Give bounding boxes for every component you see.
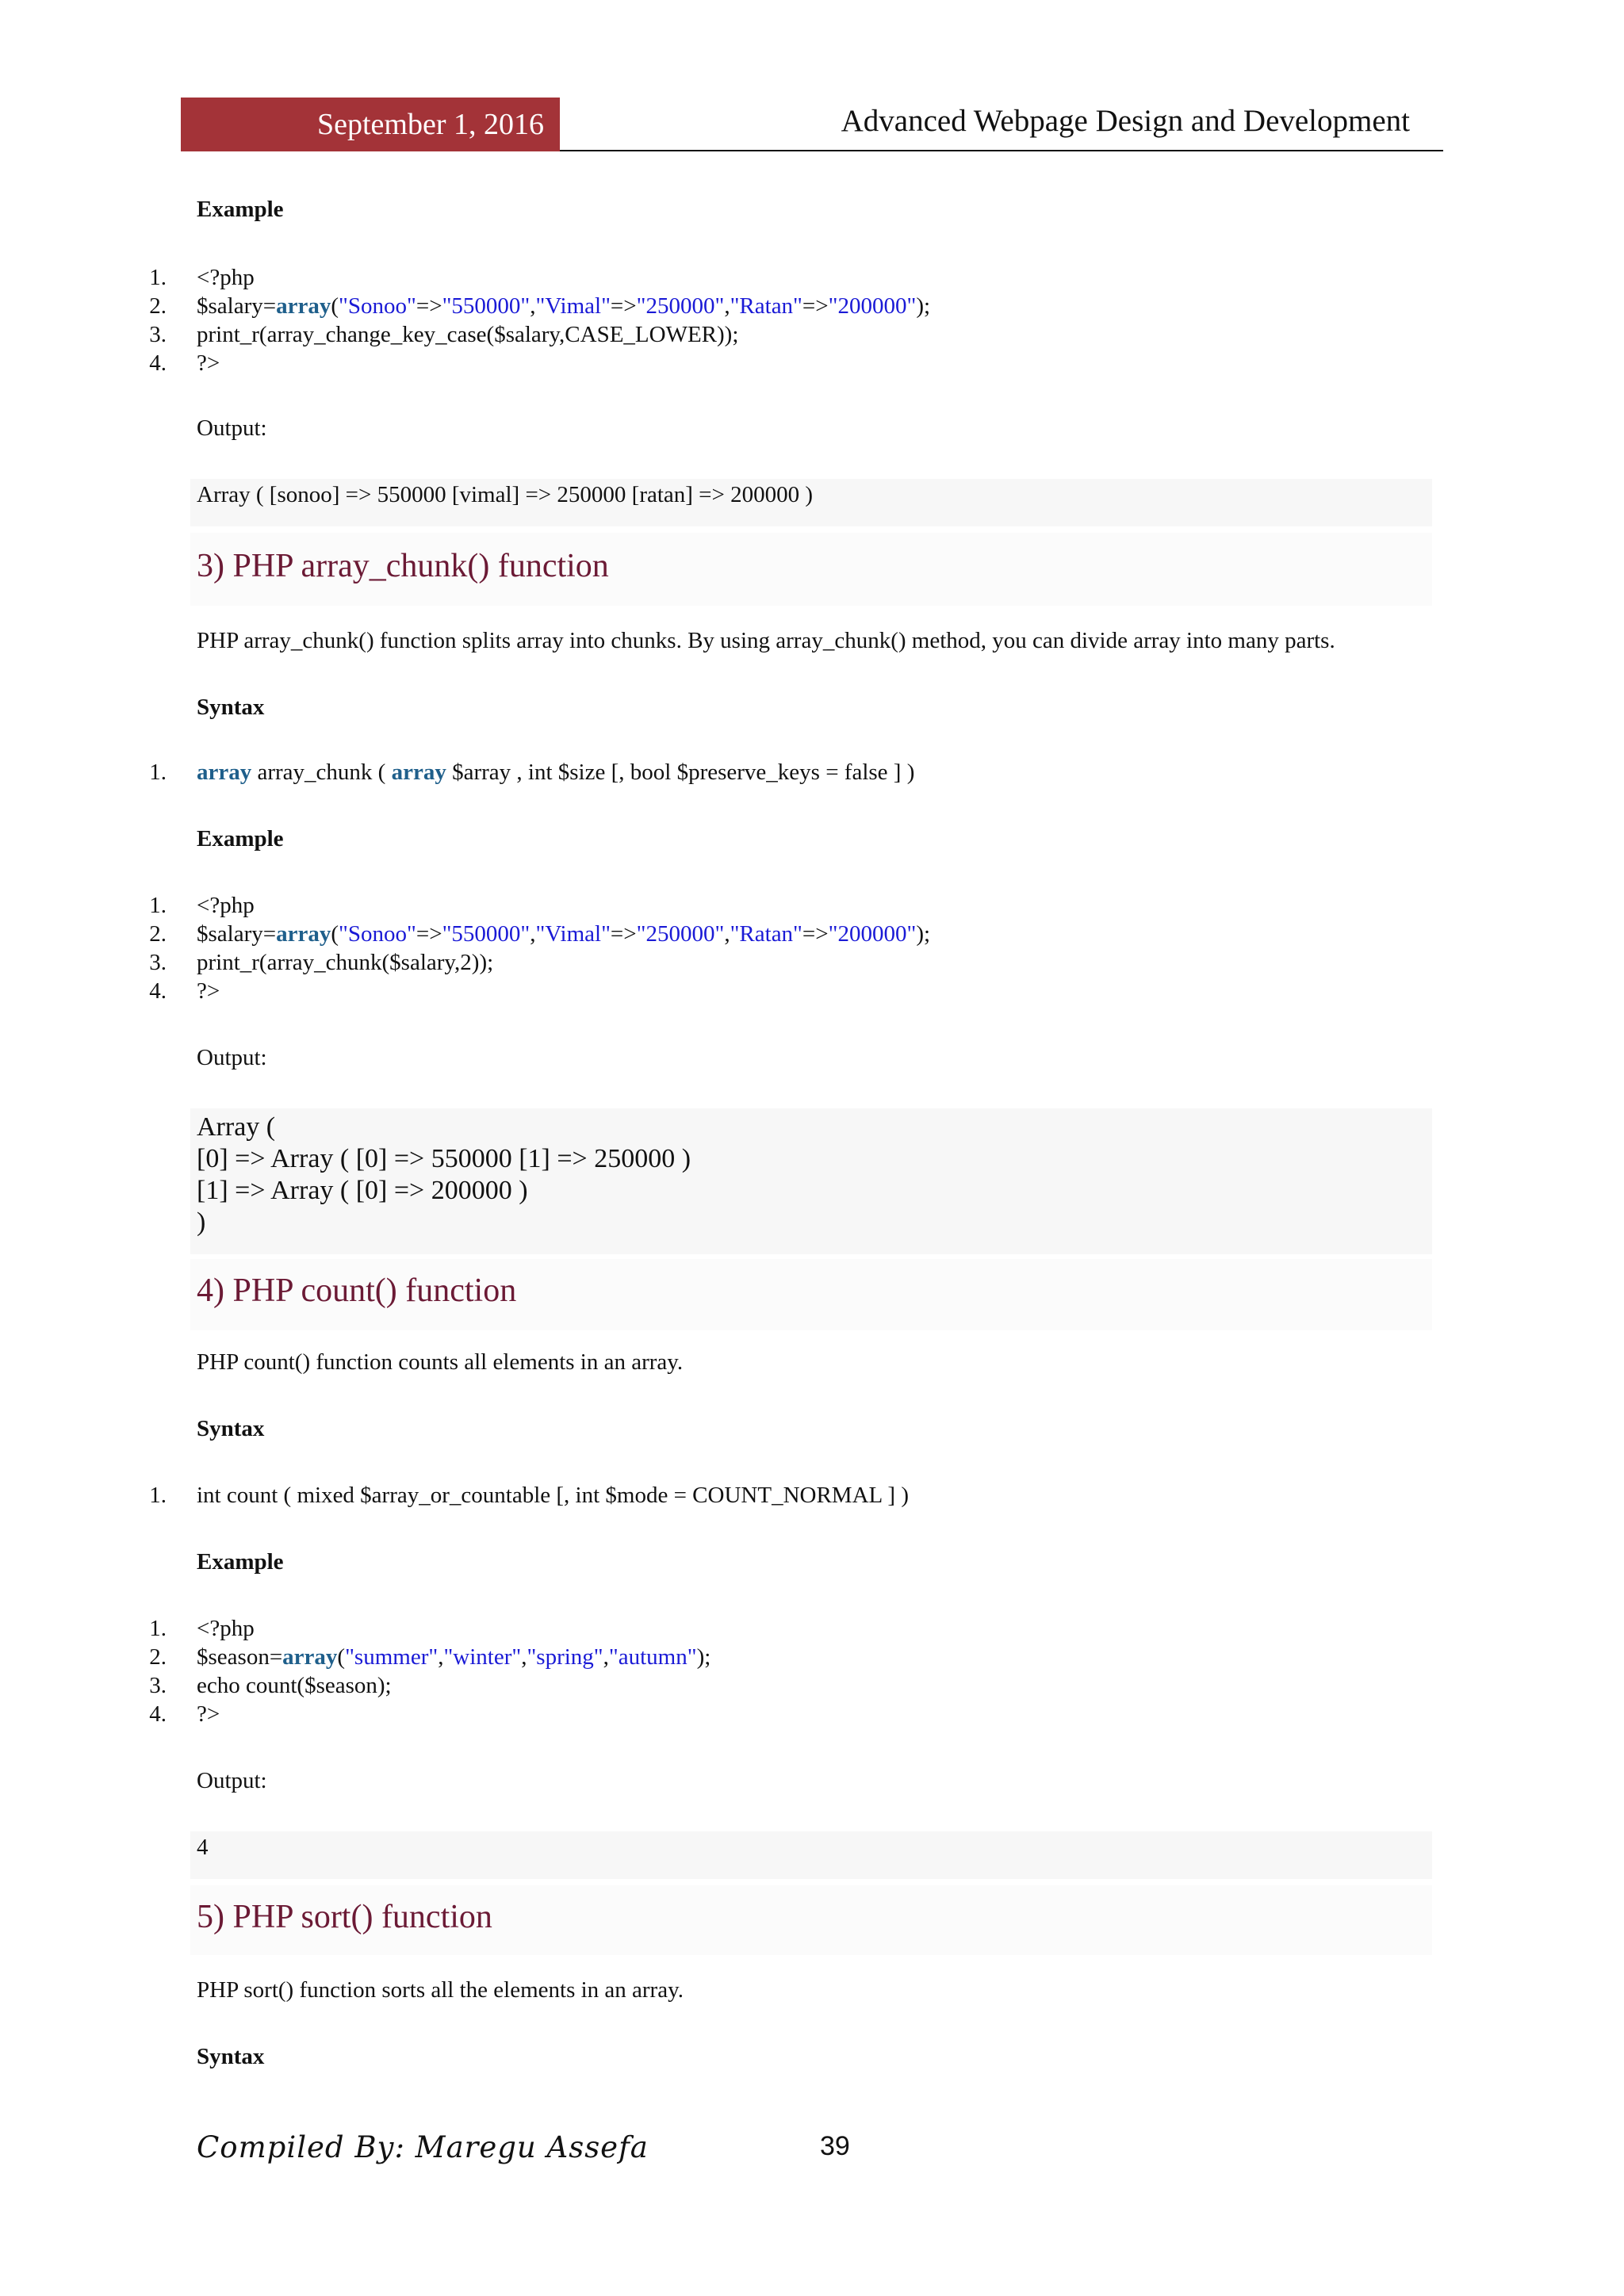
code-token: ( <box>331 293 339 319</box>
line-number: 1. <box>149 1483 167 1508</box>
page-number: 39 <box>820 2131 850 2161</box>
code-token: => <box>802 921 829 947</box>
code-line <box>0 977 1507 1005</box>
line-number: 3. <box>149 950 167 975</box>
line-number: 1. <box>149 760 167 785</box>
line-number: 2. <box>149 293 167 319</box>
code-string: "Ratan" <box>730 921 802 947</box>
code-line <box>0 948 1507 977</box>
output-text: 4 <box>197 1835 209 1860</box>
code-text <box>197 920 930 948</box>
code-string: "200000" <box>828 921 917 947</box>
output-box <box>190 1831 1432 1879</box>
output-label: Output: <box>197 1768 267 1793</box>
code-text <box>197 1700 220 1728</box>
code-token: print_r(array_change_key_case($salary,CASE_LOWER)); <box>197 322 739 347</box>
section-description: PHP sort() function sorts all the elements in an array. <box>197 1977 684 2003</box>
code-token: , <box>530 921 536 947</box>
output-line: [0] => Array ( [0] => 550000 [1] => 250000 ) <box>197 1144 691 1173</box>
code-token: <?php <box>197 265 255 290</box>
code-listing <box>0 1614 1507 1728</box>
code-string: "Sonoo" <box>339 293 416 319</box>
example-label: Example <box>197 1549 284 1575</box>
code-text <box>197 1643 710 1671</box>
line-number: 2. <box>149 921 167 947</box>
code-token: => <box>416 293 442 319</box>
code-text <box>197 349 220 377</box>
code-token: , <box>530 293 536 319</box>
code-keyword: array <box>197 760 252 785</box>
code-token: <?php <box>197 1616 255 1641</box>
code-token: ( <box>337 1644 346 1670</box>
code-text <box>197 1671 392 1700</box>
output-label: Output: <box>197 1045 267 1070</box>
code-listing <box>0 891 1507 1005</box>
code-text <box>197 1614 255 1643</box>
line-number: 4. <box>149 350 167 376</box>
code-text <box>197 758 914 786</box>
syntax-listing <box>0 1481 1507 1510</box>
code-string: "550000" <box>442 921 530 947</box>
code-token: echo count($season); <box>197 1673 392 1698</box>
code-line <box>0 263 1507 292</box>
code-text <box>197 292 930 320</box>
code-string: "winter" <box>443 1644 522 1670</box>
code-token: ); <box>696 1644 711 1670</box>
section-heading-array-chunk: 3) PHP array_chunk() function <box>197 548 609 584</box>
code-token: , <box>438 1644 444 1670</box>
header-title: Advanced Webpage Design and Development <box>841 104 1410 138</box>
header-date-text: September 1, 2016 <box>316 108 544 141</box>
code-token: ?> <box>197 978 220 1004</box>
line-number: 4. <box>149 978 167 1004</box>
output-box <box>190 1108 1432 1254</box>
section-description: PHP array_chunk() function splits array into chunks. By using array_chunk() method, you can divide array into many parts. <box>197 628 1335 653</box>
code-string: "250000" <box>636 293 725 319</box>
code-line <box>0 758 1507 786</box>
code-token: $array , int $size [, bool $preserve_keys = false ] ) <box>446 760 915 785</box>
output-line: Array ( <box>197 1112 276 1142</box>
output-text: Array ( [sonoo] => 550000 [vimal] => 250000 [ratan] => 200000 ) <box>197 482 814 507</box>
code-token: ); <box>916 921 931 947</box>
code-string: "autumn" <box>608 1644 697 1670</box>
code-token: ( <box>331 921 339 947</box>
code-line <box>0 920 1507 948</box>
code-text <box>197 1481 909 1510</box>
code-keyword: array <box>282 1644 338 1670</box>
code-keyword: array <box>276 293 331 319</box>
code-token: => <box>802 293 829 319</box>
code-string: "Vimal" <box>535 293 611 319</box>
code-keyword: array <box>391 760 446 785</box>
line-number: 4. <box>149 1701 167 1727</box>
output-line: ) <box>197 1207 206 1237</box>
code-line <box>0 349 1507 377</box>
code-line <box>0 292 1507 320</box>
header-date <box>181 98 560 151</box>
output-line: [1] => Array ( [0] => 200000 ) <box>197 1176 528 1205</box>
code-string: "200000" <box>828 293 917 319</box>
code-string: "550000" <box>442 293 530 319</box>
line-number: 1. <box>149 893 167 918</box>
line-number: 3. <box>149 322 167 347</box>
footer-author: Compiled By: Maregu Assefa <box>197 2130 649 2164</box>
code-token: , <box>724 293 730 319</box>
code-token: $salary= <box>197 293 277 319</box>
code-text <box>197 320 738 349</box>
code-string: "summer" <box>345 1644 439 1670</box>
code-listing <box>0 263 1507 377</box>
output-label: Output: <box>197 415 267 441</box>
code-string: "Sonoo" <box>339 921 416 947</box>
code-token: , <box>521 1644 527 1670</box>
code-token: $season= <box>197 1644 283 1670</box>
code-line <box>0 1700 1507 1728</box>
code-keyword: array <box>276 921 331 947</box>
code-line <box>0 1643 1507 1671</box>
line-number: 1. <box>149 265 167 290</box>
section-heading-sort: 5) PHP sort() function <box>197 1899 492 1935</box>
example-label: Example <box>197 826 284 851</box>
code-token: ?> <box>197 350 220 376</box>
syntax-label: Syntax <box>197 1416 265 1441</box>
line-number: 3. <box>149 1673 167 1698</box>
section-heading-count: 4) PHP count() function <box>197 1272 517 1309</box>
code-line <box>0 1671 1507 1700</box>
code-text <box>197 263 255 292</box>
code-token: , <box>724 921 730 947</box>
code-token: ); <box>916 293 931 319</box>
code-text <box>197 891 255 920</box>
code-token: => <box>416 921 442 947</box>
line-number: 2. <box>149 1644 167 1670</box>
header-rule <box>560 150 1443 151</box>
syntax-listing <box>0 758 1507 786</box>
code-string: "Ratan" <box>730 293 802 319</box>
code-line <box>0 891 1507 920</box>
code-token: <?php <box>197 893 255 918</box>
code-token: print_r(array_chunk($salary,2)); <box>197 950 494 975</box>
code-token: array_chunk ( <box>251 760 392 785</box>
output-box <box>190 479 1432 526</box>
code-token: int count ( mixed $array_or_countable [, int $mode = COUNT_NORMAL ] ) <box>197 1483 909 1508</box>
section-description: PHP count() function counts all elements in an array. <box>197 1349 684 1375</box>
code-token: , <box>603 1644 609 1670</box>
code-line <box>0 1481 1507 1510</box>
code-token: => <box>610 293 637 319</box>
code-token: ?> <box>197 1701 220 1727</box>
code-string: "250000" <box>636 921 725 947</box>
code-text <box>197 977 220 1005</box>
code-line <box>0 1614 1507 1643</box>
code-token: $salary= <box>197 921 277 947</box>
syntax-label: Syntax <box>197 2044 265 2069</box>
syntax-label: Syntax <box>197 695 265 720</box>
code-string: "Vimal" <box>535 921 611 947</box>
code-token: => <box>610 921 637 947</box>
line-number: 1. <box>149 1616 167 1641</box>
example-label: Example <box>197 197 284 222</box>
code-line <box>0 320 1507 349</box>
code-string: "spring" <box>527 1644 603 1670</box>
code-text <box>197 948 493 977</box>
